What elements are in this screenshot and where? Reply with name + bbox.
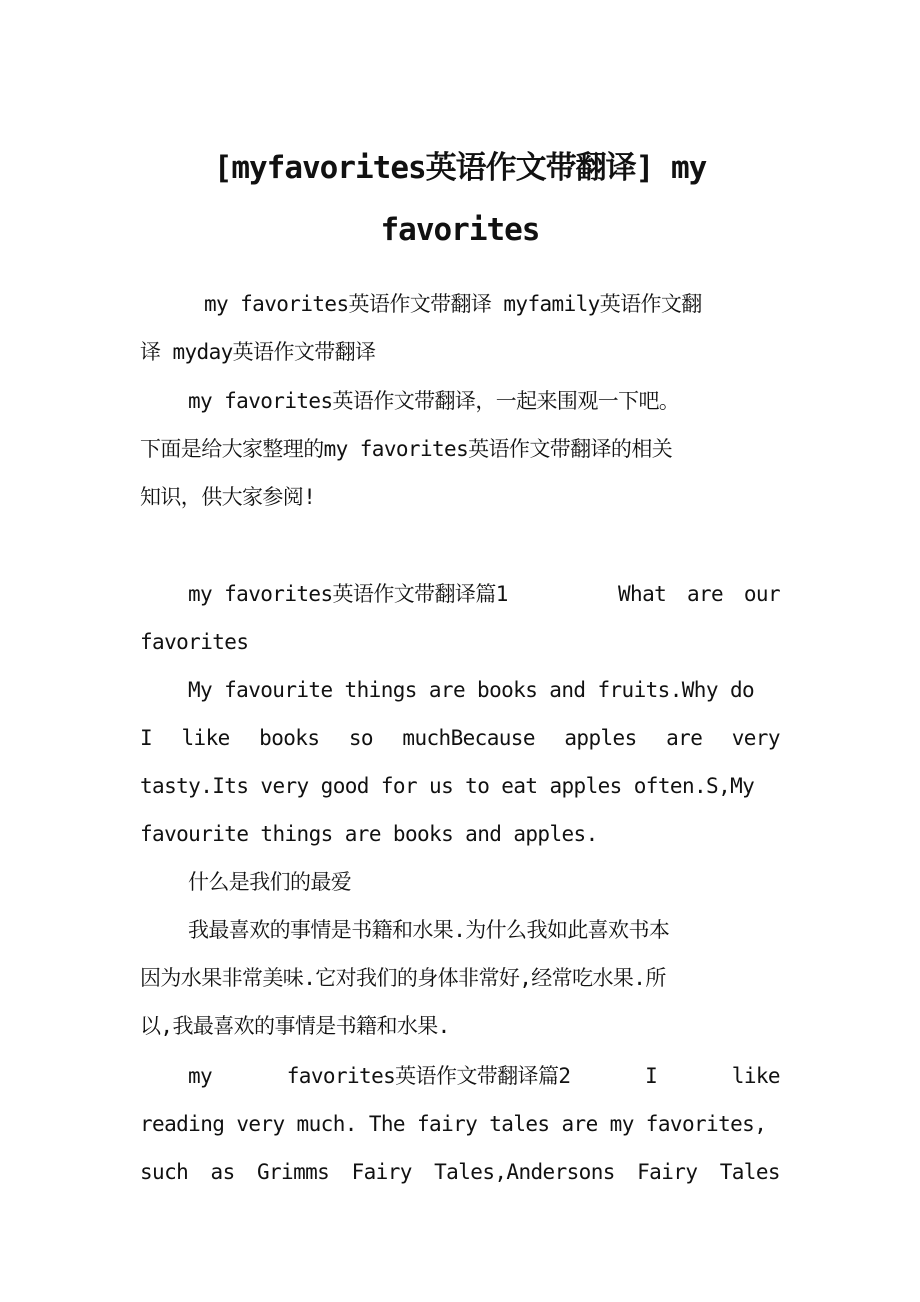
section-1-heading: my favorites英语作文带翻译篇1 What are our	[188, 582, 780, 606]
section-1-en-line-1: My favourite things are books and fruits.Why do	[188, 678, 755, 702]
section-1-en-line-2: I like books so muchBecause apples are very	[140, 726, 780, 750]
section-1	[140, 570, 780, 1050]
intro-paragraph	[140, 377, 780, 521]
document-title	[140, 137, 780, 261]
intro-line-3: 知识，供大家参阅!	[140, 485, 316, 509]
title-line-2: favorites	[380, 212, 540, 248]
section-1-heading-line-2: favorites	[140, 630, 249, 654]
section-2-line-3: such as Grimms Fairy Tales,Andersons Fairy Tales	[140, 1160, 780, 1184]
summary-line-2: 译 myday英语作文带翻译	[140, 340, 376, 364]
section-2-line-2: reading very much. The fairy tales are my favorites,	[140, 1112, 767, 1136]
section-1-zh-line-1: 我最喜欢的事情是书籍和水果.为什么我如此喜欢书本	[188, 918, 670, 942]
section-1-en-line-3: tasty.Its very good for us to eat apples often.S,My	[140, 774, 755, 798]
intro-line-2: 下面是给大家整理的my favorites英语作文带翻译的相关	[140, 437, 673, 461]
intro-line-1: my favorites英语作文带翻译，一起来围观一下吧。	[188, 389, 680, 413]
section-1-zh-line-2: 因为水果非常美味.它对我们的身体非常好,经常吃水果.所	[140, 966, 666, 990]
section-2	[140, 1052, 780, 1196]
section-2-heading: my favorites英语作文带翻译篇2 I like	[188, 1064, 780, 1088]
title-line-1: [myfavorites英语作文带翻译] my	[213, 150, 707, 186]
section-1-zh-line-3: 以,我最喜欢的事情是书籍和水果.	[140, 1014, 450, 1038]
section-1-zh-heading: 什么是我们的最爱	[188, 870, 352, 894]
section-1-en-line-4: favourite things are books and apples.	[140, 822, 598, 846]
summary-paragraph	[140, 280, 780, 376]
summary-line-1: my favorites英语作文带翻译 myfamily英语作文翻	[204, 292, 702, 316]
